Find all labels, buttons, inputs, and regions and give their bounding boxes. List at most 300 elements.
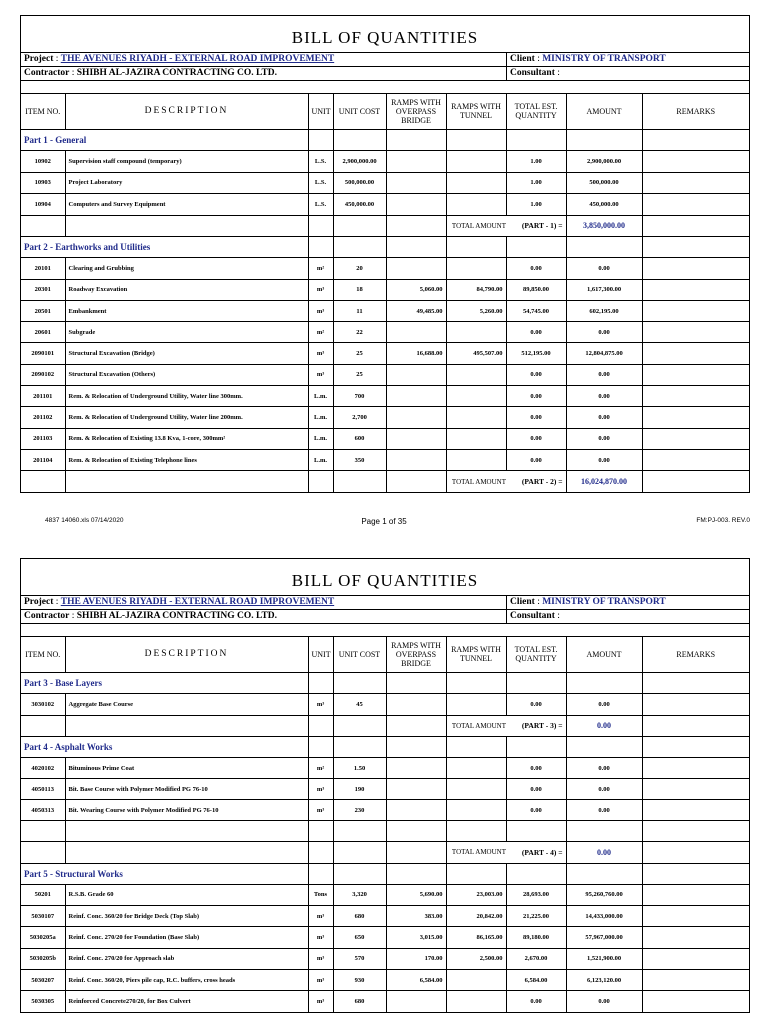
section-title: Part 2 - Earthworks and Utilities: [21, 237, 308, 258]
cell-total-qty: 1.00: [506, 194, 566, 216]
header-amount: AMOUNT: [566, 94, 642, 129]
cell-unit: m³: [308, 364, 333, 385]
cell-amount: 0.00: [566, 800, 642, 821]
cell-item-no: 4050113: [21, 779, 65, 800]
cell-unit-cost: 2,700: [333, 407, 386, 428]
cell-unit-cost: 600: [333, 428, 386, 449]
cell-unit-cost: 25: [333, 364, 386, 385]
total-amount-label: TOTAL AMOUNT: [446, 215, 506, 237]
cell-unit-cost: 230: [333, 800, 386, 821]
header-ramps-tunnel: RAMPS WITH TUNNEL: [446, 94, 506, 129]
table-row: [21, 151, 749, 173]
contractor-label: Contractor: [24, 68, 70, 78]
header-amount: AMOUNT: [566, 637, 642, 672]
cell-total-qty: 0.00: [506, 991, 566, 1012]
cell-ramps-tunnel-qty: 20,842.00: [446, 906, 506, 927]
cell-total-qty: 89,180.00: [506, 927, 566, 948]
cell-remarks: [642, 386, 749, 407]
cell-remarks: [642, 172, 749, 194]
cell-item-no: 4050313: [21, 800, 65, 821]
cell-item-no: 3030102: [21, 694, 65, 716]
cell-unit: m³: [308, 948, 333, 969]
header-total-qty: TOTAL EST. QUANTITY: [506, 94, 566, 129]
cell-unit-cost: 450,000.00: [333, 194, 386, 216]
total-amount-value: 0.00: [566, 842, 642, 864]
cell-remarks: [642, 407, 749, 428]
cell-remarks: [642, 151, 749, 173]
boq-sheet-page-2: [20, 558, 750, 1013]
cell-unit-cost: 680: [333, 906, 386, 927]
cell-ramps-overpass-qty: [386, 800, 446, 821]
cell-ramps-tunnel-qty: [446, 194, 506, 216]
table-row: [21, 927, 749, 948]
cell-remarks: [642, 991, 749, 1012]
table-row: [21, 258, 749, 279]
cell-description: Clearing and Grubbing: [65, 258, 308, 279]
cell-total-qty: 512,195.00: [506, 343, 566, 364]
cell-unit: m²: [308, 322, 333, 343]
cell-description: Bit. Wearing Course with Polymer Modified PG 76-10: [65, 800, 308, 821]
total-amount-value: 0.00: [566, 715, 642, 737]
table-row: [21, 449, 749, 470]
cell-ramps-tunnel-qty: [446, 364, 506, 385]
header-remarks: REMARKS: [642, 637, 749, 672]
header-description: DESCRIPTION: [65, 637, 308, 672]
cell-ramps-tunnel-qty: [446, 779, 506, 800]
table-row: [21, 969, 749, 990]
cell-item-no: 2090101: [21, 343, 65, 364]
cell-item-no: 4020102: [21, 758, 65, 779]
cell-unit: m³: [308, 694, 333, 716]
cell-total-qty: 2,670.00: [506, 948, 566, 969]
contractor-label: Contractor: [24, 611, 70, 621]
cell-description: Supervision staff compound (temporary): [65, 151, 308, 173]
cell-description: Subgrade: [65, 322, 308, 343]
total-part-tag: (PART - 3) =: [506, 715, 566, 737]
cell-item-no: 5030205b: [21, 948, 65, 969]
cell-amount: 0.00: [566, 407, 642, 428]
contractor-name: SHIBH AL-JAZIRA CONTRACTING CO. LTD.: [76, 68, 278, 78]
table-header-row: [21, 637, 749, 672]
contractor-name: SHIBH AL-JAZIRA CONTRACTING CO. LTD.: [76, 611, 278, 621]
cell-amount: 450,000.00: [566, 194, 642, 216]
table-row: [21, 800, 749, 821]
table-row: [21, 779, 749, 800]
cell-remarks: [642, 948, 749, 969]
cell-unit-cost: 190: [333, 779, 386, 800]
client-name: MINISTRY OF TRANSPORT: [542, 54, 666, 64]
cell-amount: 0.00: [566, 428, 642, 449]
cell-unit-cost: 2,900,000.00: [333, 151, 386, 173]
cell-description: Rem. & Relocation of Underground Utility, Water line 200mm.: [65, 407, 308, 428]
total-part-tag: (PART - 4) =: [506, 842, 566, 864]
header-remarks: REMARKS: [642, 94, 749, 129]
boq-sheet-page-1: [20, 15, 750, 493]
table-row: [21, 906, 749, 927]
total-amount-value: 16,024,870.00: [566, 471, 642, 493]
cell-unit-cost: 570: [333, 948, 386, 969]
project-label: Project: [24, 597, 54, 607]
cell-remarks: [642, 779, 749, 800]
cell-total-qty: 0.00: [506, 428, 566, 449]
table-row: [21, 821, 749, 842]
cell-description: Structural Excavation (Bridge): [65, 343, 308, 364]
cell-remarks: [642, 364, 749, 385]
section-title: Part 3 - Base Layers: [21, 672, 308, 694]
footer-page-number: Page 1 of 35: [361, 517, 407, 526]
footer-form-code: FM:PJ-003. REV.0: [696, 517, 750, 524]
cell-description: Roadway Excavation: [65, 279, 308, 300]
cell-total-qty: 0.00: [506, 407, 566, 428]
cell-ramps-tunnel-qty: [446, 694, 506, 716]
cell-unit-cost: 680: [333, 991, 386, 1012]
cell-amount: 602,195.00: [566, 300, 642, 321]
cell-unit-cost: 45: [333, 694, 386, 716]
cell-unit: m³: [308, 906, 333, 927]
cell-unit: m³: [308, 279, 333, 300]
contractor-row: Contractor : SHIBH AL-JAZIRA CONTRACTING CO. LTD. Consultant :: [21, 610, 749, 624]
cell-description: Rem. & Relocation of Existing Telephone lines: [65, 449, 308, 470]
cell-remarks: [642, 194, 749, 216]
table-row: [21, 948, 749, 969]
cell-amount: 0.00: [566, 386, 642, 407]
table-row: [21, 884, 749, 905]
cell-total-qty: 6,584.00: [506, 969, 566, 990]
cell-unit-cost: 1.50: [333, 758, 386, 779]
cell-unit: L.m.: [308, 449, 333, 470]
section-title-row: [21, 863, 749, 884]
header-unit-cost: UNIT COST: [333, 637, 386, 672]
cell-description: Rem. & Relocation of Existing 13.8 Kva, 1-core, 300mm²: [65, 428, 308, 449]
cell-description: Bituminous Prime Coat: [65, 758, 308, 779]
cell-ramps-tunnel-qty: [446, 449, 506, 470]
cell-unit: L.m.: [308, 428, 333, 449]
cell-unit: L.m.: [308, 386, 333, 407]
cell-unit: L.S.: [308, 194, 333, 216]
project-row: Project : THE AVENUES RIYADH - EXTERNAL ROAD IMPROVEMENT Client : MINISTRY OF TRANSPORT: [21, 53, 749, 67]
cell-item-no: 201102: [21, 407, 65, 428]
cell-ramps-overpass-qty: [386, 258, 446, 279]
cell-unit: L.S.: [308, 172, 333, 194]
cell-amount: 0.00: [566, 258, 642, 279]
cell-total-qty: 28,693.00: [506, 884, 566, 905]
cell-amount: 0.00: [566, 449, 642, 470]
cell-amount: 1,617,300.00: [566, 279, 642, 300]
table-row: [21, 300, 749, 321]
cell-ramps-overpass-qty: [386, 386, 446, 407]
header-description: DESCRIPTION: [65, 94, 308, 129]
cell-total-qty: 54,745.00: [506, 300, 566, 321]
cell-ramps-overpass-qty: 49,485.00: [386, 300, 446, 321]
cell-ramps-tunnel-qty: [446, 386, 506, 407]
table-row: [21, 407, 749, 428]
cell-unit: m³: [308, 800, 333, 821]
cell-amount: 0.00: [566, 694, 642, 716]
table-row: [21, 386, 749, 407]
header-item: ITEM NO.: [21, 637, 65, 672]
cell-remarks: [642, 322, 749, 343]
total-amount-label: TOTAL AMOUNT: [446, 715, 506, 737]
cell-unit: m³: [308, 779, 333, 800]
total-part-tag: (PART - 2) =: [506, 471, 566, 493]
cell-description: Reinf. Conc. 360/20 for Bridge Deck (Top Slab): [65, 906, 308, 927]
cell-unit-cost: 350: [333, 449, 386, 470]
cell-ramps-overpass-qty: 3,015.00: [386, 927, 446, 948]
cell-unit-cost: 20: [333, 258, 386, 279]
cell-amount: 14,433,000.00: [566, 906, 642, 927]
cell-total-qty: 0.00: [506, 258, 566, 279]
cell-amount: 95,260,760.00: [566, 884, 642, 905]
cell-total-qty: 0.00: [506, 779, 566, 800]
cell-item-no: 5030207: [21, 969, 65, 990]
cell-description: R.S.B. Grade 60: [65, 884, 308, 905]
header-ramps-overpass: RAMPS WITH OVERPASS BRIDGE: [386, 637, 446, 672]
cell-item-no: 201101: [21, 386, 65, 407]
header-ramps-overpass: RAMPS WITH OVERPASS BRIDGE: [386, 94, 446, 129]
cell-ramps-tunnel-qty: [446, 969, 506, 990]
client-label: Client: [510, 597, 535, 607]
total-row: [21, 715, 749, 737]
cell-item-no: 201104: [21, 449, 65, 470]
table-header-row: [21, 94, 749, 129]
cell-amount: 0.00: [566, 779, 642, 800]
cell-total-qty: 0.00: [506, 386, 566, 407]
cell-ramps-overpass-qty: [386, 779, 446, 800]
cell-unit: Tons: [308, 884, 333, 905]
cell-total-qty: 1.00: [506, 172, 566, 194]
total-row: [21, 471, 749, 493]
cell-ramps-overpass-qty: [386, 322, 446, 343]
header-unit-cost: UNIT COST: [333, 94, 386, 129]
cell-unit: m²: [308, 258, 333, 279]
table-row: [21, 194, 749, 216]
cell-unit-cost: 11: [333, 300, 386, 321]
cell-item-no: 5030205a: [21, 927, 65, 948]
total-amount-value: 3,850,000.00: [566, 215, 642, 237]
cell-amount: 0.00: [566, 322, 642, 343]
page-title: BILL OF QUANTITIES: [21, 559, 749, 596]
cell-ramps-tunnel-qty: 495,507.00: [446, 343, 506, 364]
section-title-row: [21, 672, 749, 694]
cell-ramps-overpass-qty: [386, 991, 446, 1012]
cell-item-no: 10904: [21, 194, 65, 216]
page-title: BILL OF QUANTITIES: [21, 16, 749, 53]
cell-ramps-overpass-qty: 5,690.00: [386, 884, 446, 905]
cell-ramps-overpass-qty: [386, 694, 446, 716]
cell-total-qty: 0.00: [506, 800, 566, 821]
boq-table: [21, 637, 749, 1013]
cell-ramps-tunnel-qty: [446, 991, 506, 1012]
cell-description: Structural Excavation (Others): [65, 364, 308, 385]
client-name: MINISTRY OF TRANSPORT: [542, 597, 666, 607]
cell-ramps-tunnel-qty: [446, 172, 506, 194]
cell-ramps-tunnel-qty: [446, 322, 506, 343]
total-amount-label: TOTAL AMOUNT: [446, 471, 506, 493]
cell-unit-cost: 3,320: [333, 884, 386, 905]
cell-unit: m³: [308, 927, 333, 948]
cell-unit-cost: 700: [333, 386, 386, 407]
cell-unit: m²: [308, 758, 333, 779]
cell-remarks: [642, 694, 749, 716]
cell-remarks: [642, 449, 749, 470]
cell-description: Bit. Base Course with Polymer Modified PG 76-10: [65, 779, 308, 800]
cell-amount: 57,967,000.00: [566, 927, 642, 948]
section-title: Part 5 - Structural Works: [21, 863, 308, 884]
cell-ramps-tunnel-qty: [446, 258, 506, 279]
cell-amount: 0.00: [566, 364, 642, 385]
cell-description: Rem. & Relocation of Underground Utility, Water line 300mm.: [65, 386, 308, 407]
cell-ramps-overpass-qty: [386, 194, 446, 216]
cell-ramps-overpass-qty: [386, 364, 446, 385]
cell-amount: 0.00: [566, 758, 642, 779]
cell-ramps-tunnel-qty: 5,260.00: [446, 300, 506, 321]
cell-amount: 0.00: [566, 991, 642, 1012]
cell-unit: m³: [308, 991, 333, 1012]
cell-ramps-tunnel-qty: [446, 407, 506, 428]
table-row: [21, 364, 749, 385]
cell-ramps-overpass-qty: 5,060.00: [386, 279, 446, 300]
cell-remarks: [642, 428, 749, 449]
cell-unit: m³: [308, 300, 333, 321]
cell-total-qty: 0.00: [506, 364, 566, 385]
cell-ramps-overpass-qty: 6,584.00: [386, 969, 446, 990]
cell-amount: 12,804,875.00: [566, 343, 642, 364]
section-title-row: [21, 129, 749, 151]
cell-ramps-overpass-qty: [386, 758, 446, 779]
cell-amount: 1,521,900.00: [566, 948, 642, 969]
cell-remarks: [642, 927, 749, 948]
client-label: Client: [510, 54, 535, 64]
cell-amount: 500,000.00: [566, 172, 642, 194]
table-row: [21, 172, 749, 194]
cell-total-qty: 89,850.00: [506, 279, 566, 300]
table-row: [21, 343, 749, 364]
cell-ramps-overpass-qty: 383.00: [386, 906, 446, 927]
cell-ramps-overpass-qty: 16,688.00: [386, 343, 446, 364]
cell-item-no: 201103: [21, 428, 65, 449]
cell-unit-cost: 22: [333, 322, 386, 343]
cell-item-no: 20301: [21, 279, 65, 300]
cell-item-no: 50201: [21, 884, 65, 905]
cell-amount: 2,900,000.00: [566, 151, 642, 173]
cell-total-qty: 0.00: [506, 322, 566, 343]
table-row: [21, 694, 749, 716]
cell-total-qty: 0.00: [506, 694, 566, 716]
cell-ramps-tunnel-qty: [446, 151, 506, 173]
cell-unit-cost: 650: [333, 927, 386, 948]
cell-remarks: [642, 343, 749, 364]
project-row: Project : THE AVENUES RIYADH - EXTERNAL ROAD IMPROVEMENT Client : MINISTRY OF TRANSPORT: [21, 596, 749, 610]
cell-unit-cost: 25: [333, 343, 386, 364]
section-title: Part 1 - General: [21, 129, 308, 151]
project-name: THE AVENUES RIYADH - EXTERNAL ROAD IMPROVEMENT: [60, 597, 335, 607]
cell-remarks: [642, 800, 749, 821]
header-ramps-tunnel: RAMPS WITH TUNNEL: [446, 637, 506, 672]
cell-remarks: [642, 758, 749, 779]
table-row: [21, 758, 749, 779]
section-title-row: [21, 237, 749, 258]
cell-description: Aggregate Base Course: [65, 694, 308, 716]
cell-item-no: 10902: [21, 151, 65, 173]
header-item: ITEM NO.: [21, 94, 65, 129]
cell-ramps-overpass-qty: [386, 449, 446, 470]
cell-remarks: [642, 258, 749, 279]
cell-ramps-tunnel-qty: 2,500.00: [446, 948, 506, 969]
cell-item-no: 20601: [21, 322, 65, 343]
cell-description: Embankment: [65, 300, 308, 321]
cell-item-no: 5030107: [21, 906, 65, 927]
consultant-label: Consultant: [510, 611, 555, 621]
header-total-qty: TOTAL EST. QUANTITY: [506, 637, 566, 672]
cell-unit: L.m.: [308, 407, 333, 428]
header-unit: UNIT: [308, 94, 333, 129]
cell-ramps-tunnel-qty: [446, 800, 506, 821]
boq-table: [21, 94, 749, 493]
cell-description: Reinforced Concrete270/20, for Box Culvert: [65, 991, 308, 1012]
table-row: [21, 991, 749, 1012]
cell-item-no: 20101: [21, 258, 65, 279]
cell-unit-cost: 18: [333, 279, 386, 300]
section-title-row: [21, 737, 749, 758]
cell-unit: m³: [308, 969, 333, 990]
total-amount-label: TOTAL AMOUNT: [446, 842, 506, 864]
cell-unit-cost: 500,000.00: [333, 172, 386, 194]
cell-ramps-tunnel-qty: [446, 428, 506, 449]
cell-ramps-tunnel-qty: 84,790.00: [446, 279, 506, 300]
cell-amount: 6,123,120.00: [566, 969, 642, 990]
cell-ramps-tunnel-qty: 23,003.00: [446, 884, 506, 905]
cell-description: Reinf. Conc. 360/20, Piers pile cap, R.C. buffers, cross heads: [65, 969, 308, 990]
cell-description: Computers and Survey Equipment: [65, 194, 308, 216]
cell-unit: L.S.: [308, 151, 333, 173]
footer-file: 4837 14060.xls 07/14/2020: [45, 517, 124, 524]
cell-ramps-overpass-qty: [386, 172, 446, 194]
cell-item-no: 10903: [21, 172, 65, 194]
cell-remarks: [642, 969, 749, 990]
table-row: [21, 322, 749, 343]
cell-description: Project Laboratory: [65, 172, 308, 194]
cell-total-qty: 1.00: [506, 151, 566, 173]
cell-ramps-tunnel-qty: [446, 758, 506, 779]
cell-description: Reinf. Conc. 270/20 for Approach slab: [65, 948, 308, 969]
cell-remarks: [642, 279, 749, 300]
cell-ramps-overpass-qty: [386, 428, 446, 449]
cell-remarks: [642, 300, 749, 321]
cell-description: Reinf. Conc. 270/20 for Foundation (Base Slab): [65, 927, 308, 948]
total-row: [21, 842, 749, 864]
cell-ramps-overpass-qty: [386, 151, 446, 173]
contractor-row: Contractor : SHIBH AL-JAZIRA CONTRACTING CO. LTD. Consultant :: [21, 67, 749, 81]
cell-total-qty: 21,225.00: [506, 906, 566, 927]
cell-total-qty: 0.00: [506, 758, 566, 779]
cell-ramps-overpass-qty: [386, 407, 446, 428]
table-row: [21, 428, 749, 449]
cell-unit: m³: [308, 343, 333, 364]
cell-unit-cost: 930: [333, 969, 386, 990]
total-part-tag: (PART - 1) =: [506, 215, 566, 237]
cell-item-no: 20501: [21, 300, 65, 321]
project-name: THE AVENUES RIYADH - EXTERNAL ROAD IMPROVEMENT: [60, 54, 335, 64]
cell-remarks: [642, 884, 749, 905]
total-row: [21, 215, 749, 237]
cell-item-no: 5030305: [21, 991, 65, 1012]
section-title: Part 4 - Asphalt Works: [21, 737, 308, 758]
cell-ramps-overpass-qty: 170.00: [386, 948, 446, 969]
project-label: Project: [24, 54, 54, 64]
cell-remarks: [642, 906, 749, 927]
cell-ramps-tunnel-qty: 86,165.00: [446, 927, 506, 948]
cell-total-qty: 0.00: [506, 449, 566, 470]
